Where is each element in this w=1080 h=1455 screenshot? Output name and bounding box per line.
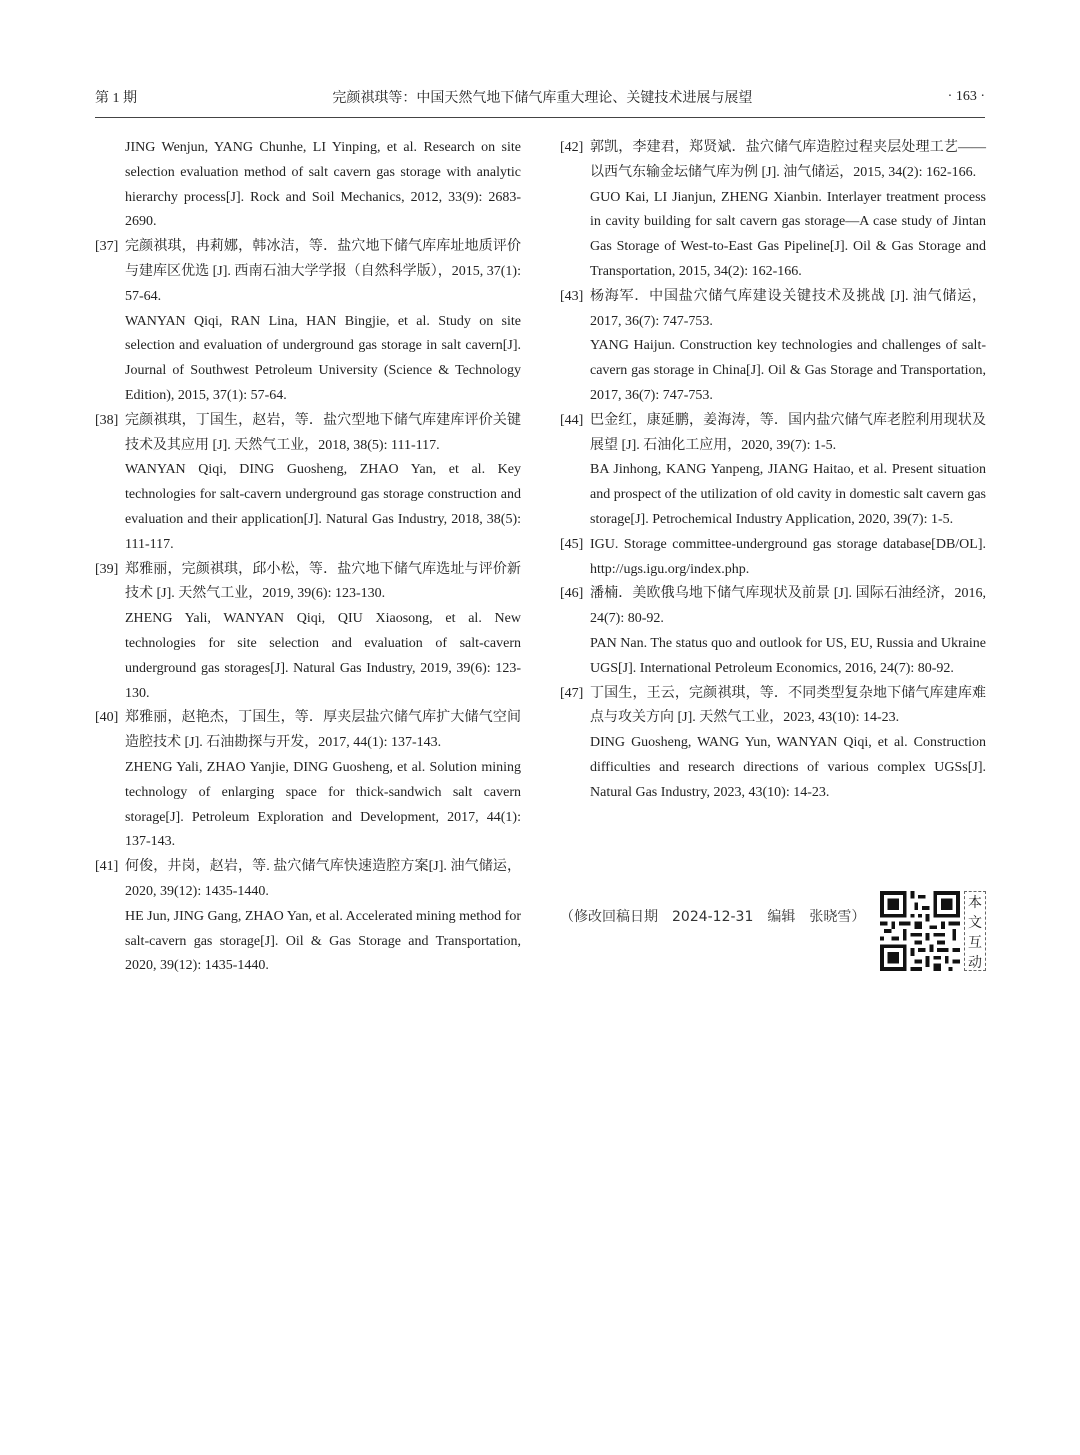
reference-english: DING Guosheng, WANG Yun, WANYAN Qiqi, et al. Construction difficulties and research directions of various complex UGSs[J]. Natural Gas Industry, 2023, 43(10): 14-23. (590, 735, 986, 800)
reference-39 (95, 558, 521, 707)
reference-number: [44] (560, 412, 584, 428)
reference-42 (560, 136, 986, 285)
reference-english: ZHENG Yali, ZHAO Yanjie, DING Guosheng, et al. Solution mining technology of enlarging space for thick-sandwich salt cavern storage[J]. Petroleum Exploration and Development, 2017, 44(1): 137-143. (125, 759, 521, 850)
reference-english: ZHENG Yali, WANYAN Qiqi, QIU Xiaosong, et al. New technologies for site selection and evaluation of salt-cavern underground gas storages[J]. Natural Gas Industry, 2019, 39(6): 123-130. (125, 611, 521, 701)
reference-chinese: 杨海军．中国盐穴储气库建设关键技术及挑战 [J]. 油气储运，2017, 36(7): 747-753. (590, 288, 986, 329)
header-rule (95, 117, 985, 118)
reference-44 (560, 409, 986, 533)
reference-chinese: 郑雅丽，赵艳杰，丁国生，等．厚夹层盐穴储气库扩大储气空间造腔技术 [J]. 石油勘探与开发，2017, 44(1): 137-143. (125, 710, 521, 751)
issue-number: 第 1 期 (95, 91, 137, 106)
reference-number: [39] (95, 561, 119, 577)
reference-english: WANYAN Qiqi, DING Guosheng, ZHAO Yan, et al. Key technologies for salt-cavern underground gas storage construction and evaluation and their application[J]. Natural Gas Industry, 2018, 38(5): 111-117. (125, 462, 521, 552)
running-title: 完颜祺琪等：中国天然气地下储气库重大理论、关键技术进展与展望 (332, 91, 753, 106)
reference-37 (95, 235, 521, 409)
reference-number: [41] (95, 859, 119, 875)
reference-number: [40] (95, 710, 119, 726)
reference-41 (95, 855, 521, 979)
reference-number: [46] (560, 586, 584, 602)
reference-47 (560, 682, 986, 806)
reference-chinese: 郭凯，李建君，郑贤斌．盐穴储气库造腔过程夹层处理工艺——以西气东输金坛储气库为例 [J]. 油气储运，2015, 34(2): 162-166. (590, 140, 986, 180)
qr-label-char: 动 (968, 955, 982, 971)
reference-number: [42] (560, 140, 584, 155)
reference-number: [47] (560, 685, 584, 701)
reference-chinese: 完颜祺琪，冉莉娜，韩冰洁，等．盐穴地下储气库库址地质评价与建库区优选 [J]. 西南石油大学学报（自然科学版），2015, 37(1): 57-64. (125, 239, 521, 304)
reference-text: IGU. Storage committee-underground gas storage database[DB/OL]. http://ugs.igu.org/index.php. (590, 536, 986, 577)
reference-number: [45] (560, 536, 584, 552)
reference-english: WANYAN Qiqi, RAN Lina, HAN Bingjie, et al. Study on site selection and evaluation of underground gas storage in salt cavern[J]. Journal of Southwest Petroleum University (Science & Technology Edition), 2015, 37(1): 57-64. (125, 313, 521, 403)
reference-english: HE Jun, JING Gang, ZHAO Yan, et al. Accelerated mining method for salt-cavern gas storage[J]. Oil & Gas Storage and Transportation, 2020, 39(12): 1435-1440. (125, 908, 521, 974)
qr-interaction-label (964, 891, 986, 971)
reference-40 (95, 706, 521, 855)
reference-45 (560, 533, 986, 583)
reference-column-right (560, 136, 986, 806)
reference-number: [37] (95, 239, 119, 255)
reference-chinese: 巴金红，康延鹏，姜海涛，等．国内盐穴储气库老腔利用现状及展望 [J]. 石油化工应用，2020, 39(7): 1-5. (590, 412, 986, 453)
reference-english: GUO Kai, LI Jianjun, ZHENG Xianbin. Interlayer treatment process in cavity building for salt cavern gas storage—A case study of Jintan Gas Storage of West-to-East Gas Pipeline[J]. Oil & Gas Storage and Transportation, 2015, 34(2): 162-166. (590, 189, 986, 279)
reference-english: YANG Haijun. Construction key technologies and challenges of salt-cavern gas storage in China[J]. Oil & Gas Storage and Transportation, 2017, 36(7): 747-753. (590, 338, 986, 403)
reference-43 (560, 285, 986, 409)
reference-english: PAN Nan. The status quo and outlook for US, EU, Russia and Ukraine UGS[J]. International Petroleum Economics, 2016, 24(7): 80-92. (590, 635, 986, 676)
reference-english: BA Jinhong, KANG Yanpeng, JIANG Haitao, et al. Present situation and prospect of the utilization of old cavity in domestic salt cavern gas storage[J]. Petrochemical Industry Application, 2020, 39(7): 1-5. (590, 462, 986, 527)
running-header (95, 86, 985, 108)
reference-chinese: 丁国生，王云，完颜祺琪，等．不同类型复杂地下储气库建库难点与攻关方向 [J]. 天然气工业，2023, 43(10): 14-23. (590, 685, 986, 726)
reference-chinese: 完颜祺琪，丁国生，赵岩，等．盐穴型地下储气库建库评价关键技术及其应用 [J]. 天然气工业，2018, 38(5): 111-117. (125, 412, 521, 453)
qr-label-char: 本 (968, 895, 982, 911)
revision-note: （修改回稿日期 2024-12-31 编辑 张晓雪） (560, 909, 866, 925)
qr-code-icon[interactable] (880, 891, 960, 971)
reference-46 (560, 582, 986, 681)
reference-36-english: JING Wenjun, YANG Chunhe, LI Yinping, et al. Research on site selection evaluation method of salt cavern gas storage with analytic hierarchy process[J]. Rock and Soil Mechanics, 2012, 33(9): 2683-2690. (125, 140, 521, 230)
qr-label-char: 文 (968, 915, 982, 931)
page-number: · 163 · (947, 89, 985, 104)
qr-label-char: 互 (968, 935, 982, 951)
reference-chinese: 潘楠．美欧俄乌地下储气库现状及前景 [J]. 国际石油经济，2016, 24(7): 80-92. (590, 586, 986, 627)
reference-number: [38] (95, 412, 119, 428)
reference-38 (95, 409, 521, 558)
reference-number: [43] (560, 288, 584, 304)
reference-chinese: 郑雅丽，完颜祺琪，邱小松，等．盐穴地下储气库选址与评价新技术 [J]. 天然气工业，2019, 39(6): 123-130. (125, 561, 521, 602)
reference-column-left (95, 136, 521, 979)
reference-chinese: 何俊，井岗，赵岩，等. 盐穴储气库快速造腔方案[J]. 油气储运，2020, 39(12): 1435-1440. (125, 859, 521, 899)
